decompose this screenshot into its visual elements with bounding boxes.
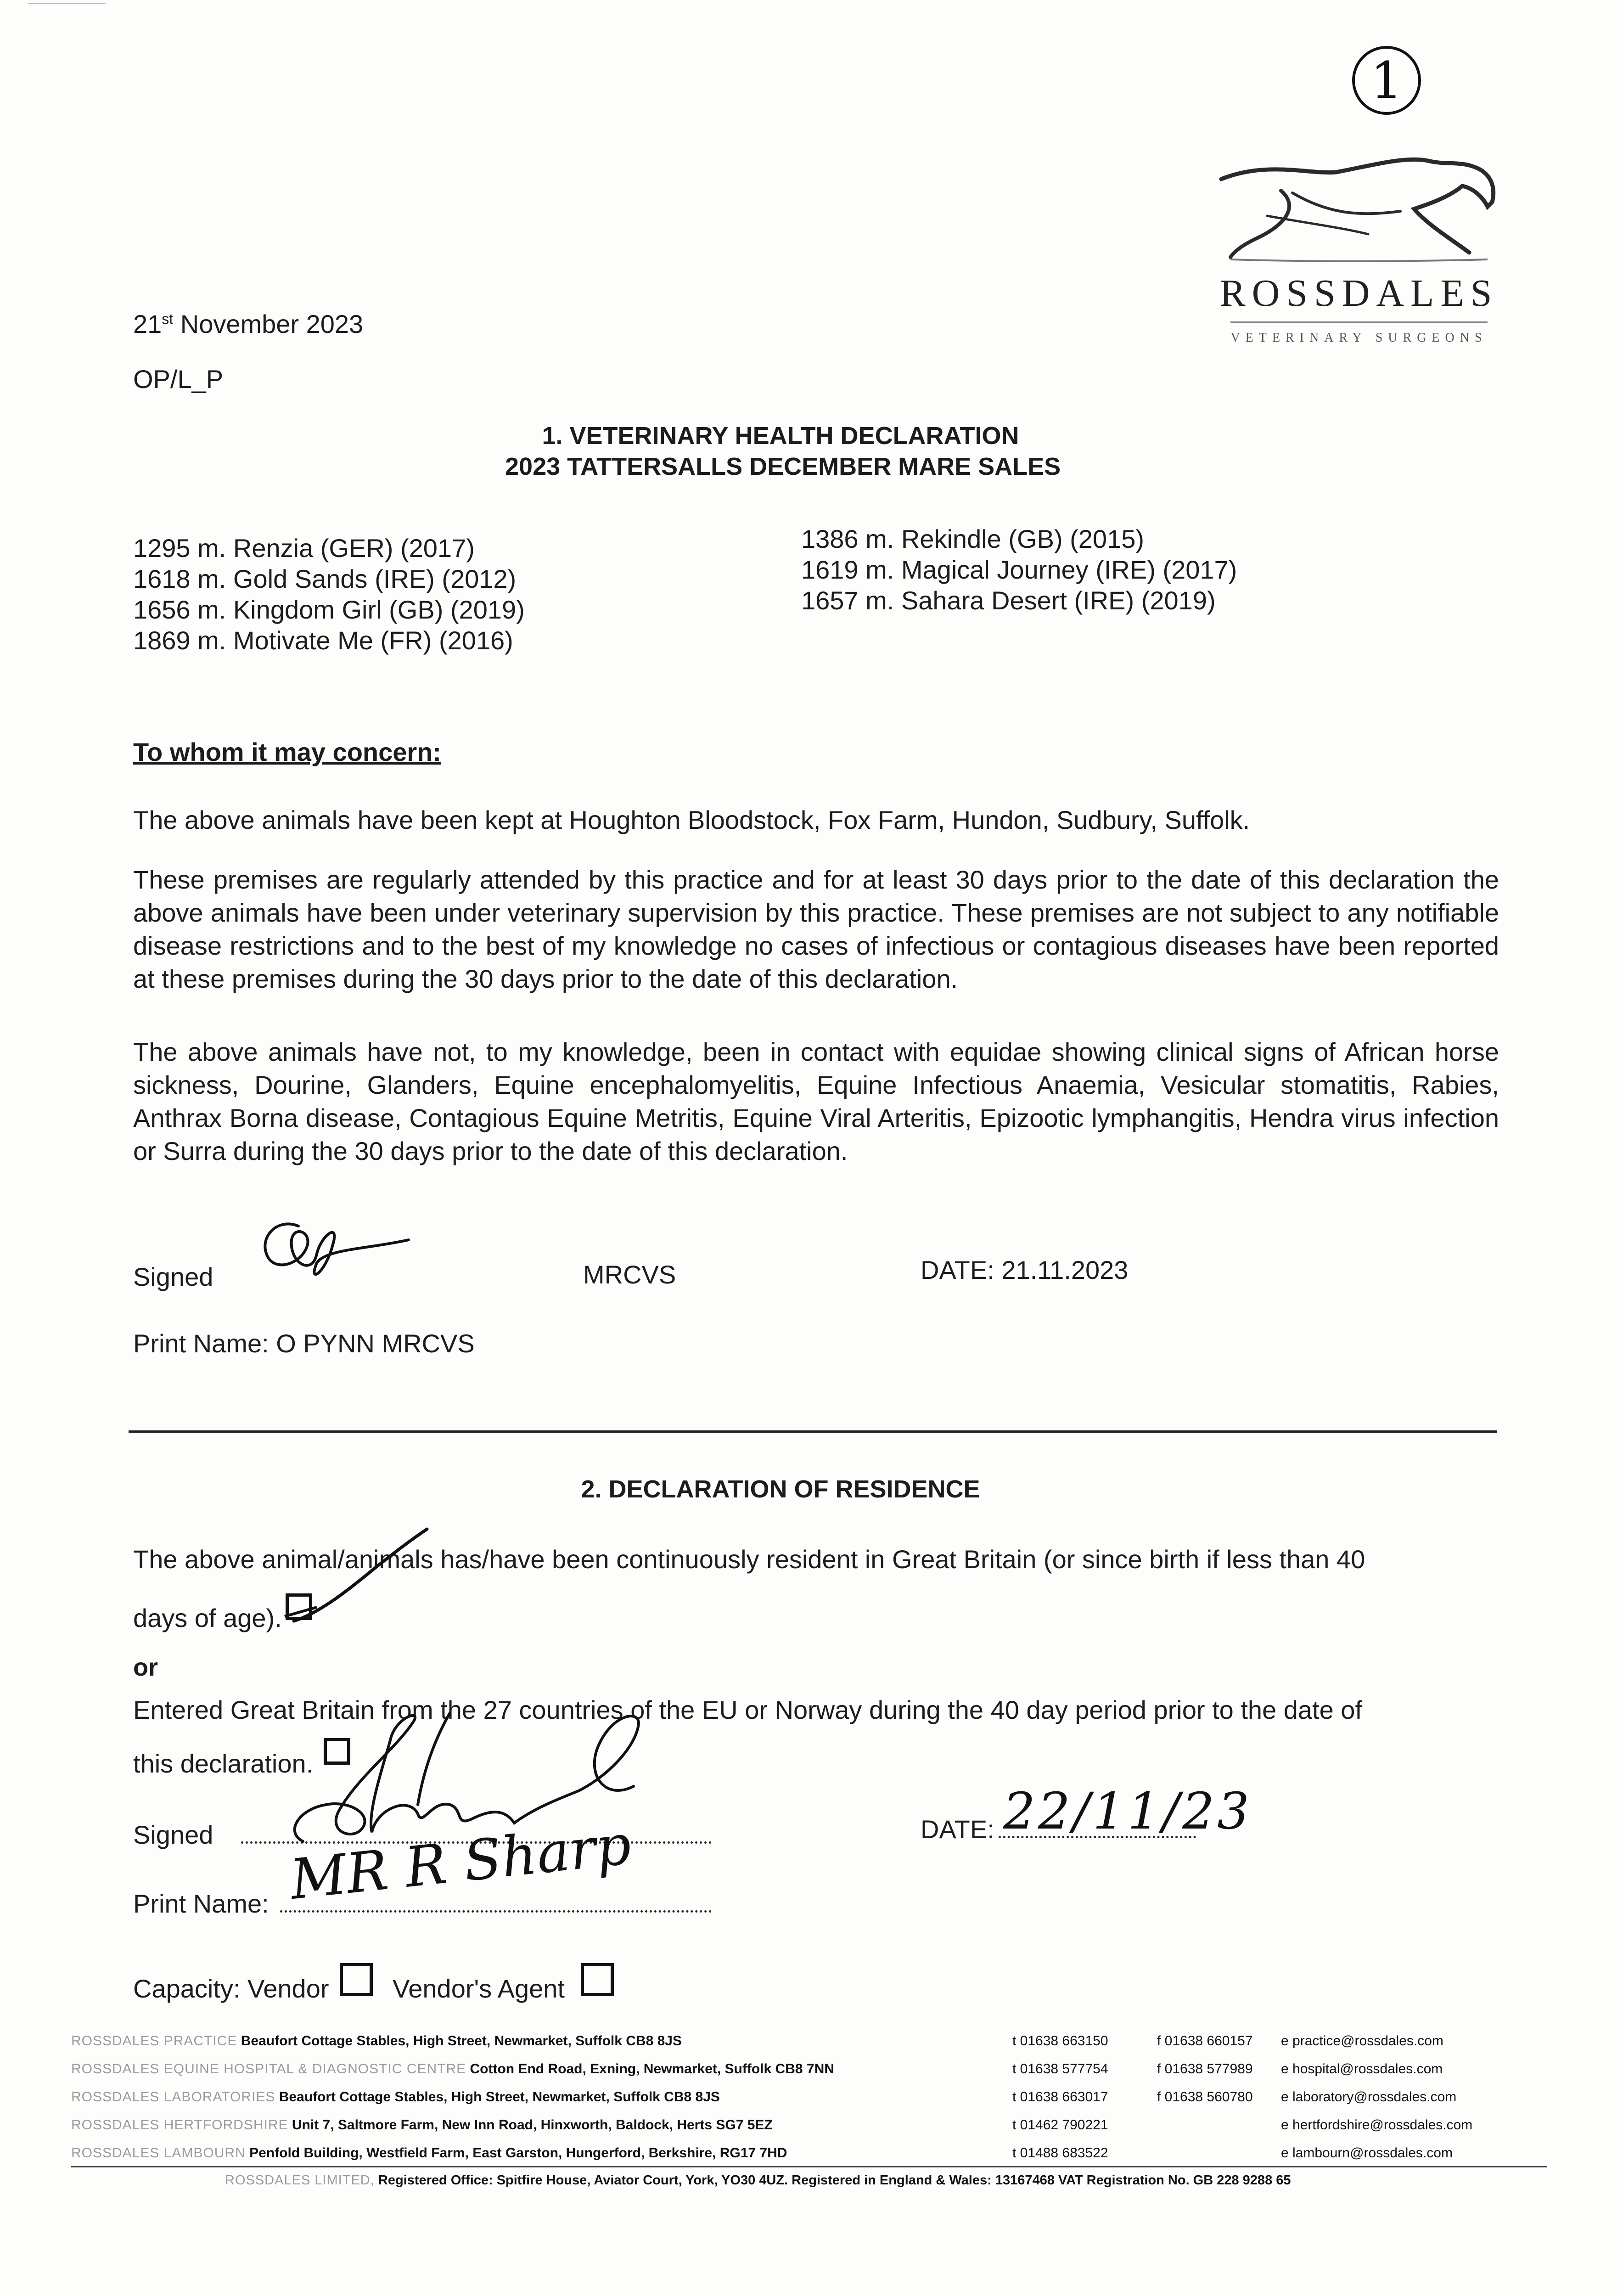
footer-email-2[interactable]: e laboratory@rossdales.com	[1281, 2089, 1457, 2105]
footer-row-0: ROSSDALES PRACTICE Beaufort Cottage Stables, High Street, Newmarket, Suffolk CB8 8JS	[71, 2033, 682, 2048]
vet-mrcvs: MRCVS	[583, 1260, 676, 1289]
salutation: To whom it may concern:	[133, 737, 442, 766]
animals-left-0: 1295 m. Renzia (GER) (2017)	[133, 534, 475, 563]
residence-option1-line1: The above animal/animals has/have been continuously resident in Great Britain (or since birth if less than 40	[133, 1545, 1365, 1574]
date-suffix: st	[162, 310, 174, 327]
section-divider	[129, 1430, 1497, 1433]
footer-row-2: ROSSDALES LABORATORIES Beaufort Cottage Stables, High Street, Newmarket, Suffolk CB8 8JS	[71, 2089, 720, 2105]
residence-option2-line2: this declaration.	[133, 1749, 314, 1778]
footer-registered: ROSSDALES LIMITED, Registered Office: Spitfire House, Aviator Court, York, YO30 4UZ. Registered in England & Wales: 13167468 VAT Registration No. GB 228 9288 65	[225, 2173, 1291, 2188]
footer-email-4[interactable]: e lambourn@rossdales.com	[1281, 2145, 1453, 2161]
animals-left-2: 1656 m. Kingdom Girl (GB) (2019)	[133, 595, 525, 624]
owner-date-label: DATE:	[921, 1815, 994, 1844]
vet-signature-icon	[248, 1208, 422, 1290]
vendor-checkbox[interactable]	[340, 1963, 373, 1996]
residence-option2-line1: Entered Great Britain from the 27 countries of the EU or Norway during the 40 day period prior to the date of	[133, 1695, 1363, 1724]
animals-left-3: 1869 m. Motivate Me (FR) (2016)	[133, 626, 513, 655]
scan-edge-line	[28, 3, 106, 4]
footer-email-3[interactable]: e hertfordshire@rossdales.com	[1281, 2117, 1473, 2133]
page-number-circle	[1352, 46, 1421, 115]
vendor-agent-checkbox[interactable]	[581, 1963, 614, 1996]
owner-print-name-handwritten: MR R Sharp	[287, 1812, 634, 1912]
footer-email-1[interactable]: e hospital@rossdales.com	[1281, 2061, 1443, 2077]
residence-option1-line2: days of age).	[133, 1604, 282, 1632]
page-number: 1	[1370, 51, 1403, 110]
or-label: or	[133, 1654, 158, 1681]
paragraph-contact: The above animals have not, to my knowledge, been in contact with equidae showing clinical signs of African horse sickness, Dourine, Glanders, Equine encephalomyelitis, Equine Infectious Anaemia, Vesicular stomatitis, Rabies, Anthrax Borna disease, Contagious Equine Metritis, Equine Viral Arteritis, Epizootic lymphangitis, Hendra virus infection or Surra during the 30 days prior to the date of this declaration.	[133, 1037, 1499, 1165]
footer-phone-1: t 01638 577754	[1012, 2061, 1108, 2077]
section1-subtitle: 2023 TATTERSALLS DECEMBER MARE SALES	[505, 453, 1061, 480]
footer-row-3: ROSSDALES HERTFORDSHIRE Unit 7, Saltmore Farm, New Inn Road, Hinxworth, Baldock, Herts SG7 5EZ	[71, 2117, 773, 2133]
letter-date	[133, 308, 363, 341]
animals-right-0: 1386 m. Rekindle (GB) (2015)	[801, 524, 1145, 553]
footer-fax-0: f 01638 660157	[1157, 2033, 1253, 2048]
owner-date-handwritten: 22/11/23	[1003, 1782, 1252, 1840]
owner-print-name-label: Print Name:	[133, 1889, 269, 1918]
section1-title: 1. VETERINARY HEALTH DECLARATION	[542, 422, 1019, 450]
horse-logo-icon	[1212, 147, 1506, 271]
logo-rule	[1230, 321, 1488, 323]
footer-row-4: ROSSDALES LAMBOURN Penfold Building, Westfield Farm, East Garston, Hungerford, Berkshire, RG17 7HD	[71, 2145, 787, 2161]
paragraph-premises: The above animals have been kept at Houghton Bloodstock, Fox Farm, Hundon, Sudbury, Suffolk.	[133, 805, 1250, 834]
vet-date: DATE: 21.11.2023	[921, 1255, 1129, 1284]
animals-right-2: 1657 m. Sahara Desert (IRE) (2019)	[801, 586, 1216, 615]
section2-title: 2. DECLARATION OF RESIDENCE	[581, 1475, 980, 1503]
footer-row-1: ROSSDALES EQUINE HOSPITAL & DIAGNOSTIC CENTRE Cotton End Road, Exning, Newmarket, Suffolk CB8 7NN	[71, 2061, 834, 2077]
vet-print-name: Print Name: O PYNN MRCVS	[133, 1329, 475, 1358]
vet-signed-label: Signed	[133, 1262, 213, 1291]
date-rest: November 2023	[173, 310, 364, 338]
footer-phone-2: t 01638 663017	[1012, 2089, 1108, 2105]
footer-phone-4: t 01488 683522	[1012, 2145, 1108, 2161]
footer-rule	[71, 2166, 1547, 2167]
vendor-agent-label: Vendor's Agent	[393, 1974, 565, 2003]
animals-left-1: 1618 m. Gold Sands (IRE) (2012)	[133, 564, 517, 593]
animals-right-1: 1619 m. Magical Journey (IRE) (2017)	[801, 555, 1237, 584]
footer-phone-0: t 01638 663150	[1012, 2033, 1108, 2048]
owner-signed-label: Signed	[133, 1820, 213, 1849]
footer-phone-3: t 01462 790221	[1012, 2117, 1108, 2133]
footer-fax-2: f 01638 560780	[1157, 2089, 1253, 2105]
owner-print-name-line	[280, 1910, 712, 1913]
logo-name: ROSSDALES	[1219, 272, 1499, 315]
paragraph-supervision: These premises are regularly attended by this practice and for at least 30 days prior to the date of this declaration the above animals have been under veterinary supervision by this practice. These premises are not subject to any notifiable disease restrictions and to the best of my knowledge no cases of infectious or contagious diseases have been reported at these premises during the 30 days prior to the date of this declaration.	[133, 865, 1499, 993]
footer-fax-1: f 01638 577989	[1157, 2061, 1253, 2077]
logo-subtitle: VETERINARY SURGEONS	[1230, 331, 1488, 345]
capacity-vendor-label: Capacity: Vendor	[133, 1974, 329, 2003]
date-day: 21	[133, 310, 162, 338]
reference-code: OP/L_P	[133, 365, 224, 394]
resident-check-mark-icon	[275, 1515, 450, 1635]
footer-email-0[interactable]: e practice@rossdales.com	[1281, 2033, 1443, 2048]
